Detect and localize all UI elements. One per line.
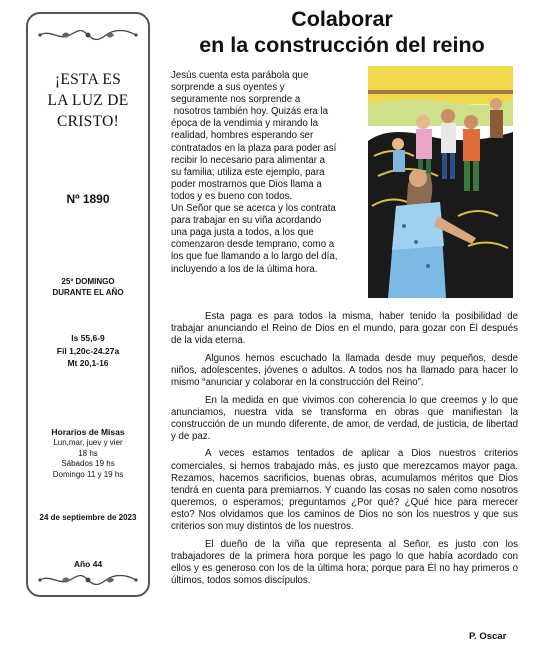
body-paragraph: Esta paga es para todos la misma, haber tenido la posibilidad de trabajar anunciando el Reino de Dios en el mundo, para gozar con Él después de la vida eterna. <box>171 311 518 347</box>
intro-line: todos y es bueno con todos. <box>171 190 293 202</box>
intro-line: sorprende a sus oyentes y <box>171 82 285 94</box>
intro-line: contratados en la plaza para poder así <box>171 142 337 154</box>
intro-line: una paga justa a todos, a los que <box>171 227 314 239</box>
schedule-line: Lun,mar, juev y vier <box>53 438 123 447</box>
intro-line: Jesús cuenta esta parábola que <box>171 70 309 81</box>
intro-line: los que fue llamando a lo largo del día, <box>171 251 338 263</box>
schedule-line: 18 hs <box>78 448 98 458</box>
intro-line: nosotros también hoy. Quizás era la <box>171 106 329 118</box>
intro-line: Un Señor que se acerca y los contrata <box>171 203 336 215</box>
issue-date: 24 de septiembre de 2023 <box>39 513 137 522</box>
intro-line: su familia; utiliza este ejemplo, para <box>171 166 325 178</box>
schedule-line: Sábados 19 hs <box>61 459 115 468</box>
reading-item: Mt 20,1-16 <box>67 358 109 368</box>
intro-line: para trabajar en su viña acordando <box>171 215 322 227</box>
reading-item: Fil 1,20c-24.27a <box>56 345 120 356</box>
liturgical-sunday <box>28 276 148 298</box>
sunday-line: 25º DOMINGO <box>61 277 115 286</box>
headline-line: ¡ESTA ES <box>54 71 122 88</box>
issue-number: Nº 1890 <box>66 192 110 206</box>
intro-line: poder mostrarnos que Dios llama a <box>171 178 322 190</box>
intro-line: comenzaron desde temprano, como a <box>171 239 335 251</box>
readings-list <box>28 332 148 370</box>
intro-line: incluyendo a los de la última hora. <box>171 263 318 275</box>
article-title <box>158 6 526 58</box>
schedule-line: Domingo 11 y 19 hs <box>52 469 124 479</box>
body-paragraph: A veces estamos tentados de aplicar a Dios nuestros criterios comerciales, si hemos trabajado más, es justo que merezcamos mayor paga. Rezamos, hacemos sacrificios, buenas obras, acumulamos méritos que Dios tendrá en cuenta para premiarnos. Y cuando las cosas no salen como nosotros queremos, o esperamos; preguntamos ¿Por qué? ¿Qué hice para merecer esto? Nos olvidamos que los caminos de Dios no son los nuestros y que sus criterios son muy distintos de los nuestros. <box>171 448 518 532</box>
title-line: Colaborar <box>291 7 393 31</box>
parable-illustration <box>368 66 513 298</box>
body-paragraph: Algunos hemos escuchado la llamada desde muy pequeños, desde niños, adolescentes, jóvenes o adultos. A todos nos ha llamado para hacer lo mismo “anunciar y colaborar en la construcción del Reino”. <box>171 352 518 388</box>
intro-text <box>171 70 363 276</box>
body-paragraph: En la medida en que vivimos con coherencia lo que creemos y lo que anunciamos, nuestra vida se transforma en obras que manifiestan la construcción de un mundo diferente, de amor, de verdad, de justicia, de libertad y de paz. <box>171 394 518 442</box>
intro-line: época de la vendimia y mirando la <box>171 118 319 130</box>
reading-item: Is 55,6-9 <box>71 333 105 343</box>
headline-line: CRISTO! <box>56 113 120 130</box>
ornament-divider-icon <box>36 28 140 42</box>
intro-line: seguramente nos sorprende a <box>171 94 301 106</box>
title-line: en la construcción del reino <box>199 33 485 57</box>
article-body <box>171 311 518 592</box>
headline-line: LA LUZ DE <box>47 92 129 109</box>
intro-line: realidad, hombres esperando ser <box>171 130 314 142</box>
sidebar-headline <box>28 69 148 132</box>
author-signature: P. Oscar <box>469 631 507 642</box>
publication-year: Año 44 <box>73 559 103 569</box>
body-paragraph: El dueño de la viña que representa al Señor, es justo con los trabajadores de la primera hora porque les pago lo que había acordado con ellos y es generoso con los de la última hora; porque para Él no hay primeros o últimos, todos somos discípulos. <box>171 538 518 586</box>
mass-schedule <box>28 438 148 480</box>
ornament-divider-icon <box>36 573 140 587</box>
sunday-line: DURANTE EL AÑO <box>52 288 124 297</box>
intro-line: recibir lo necesario para alimentar a <box>171 154 325 166</box>
sidebar-panel <box>26 12 150 597</box>
mass-schedule-title: Horarios de Misas <box>51 427 125 437</box>
